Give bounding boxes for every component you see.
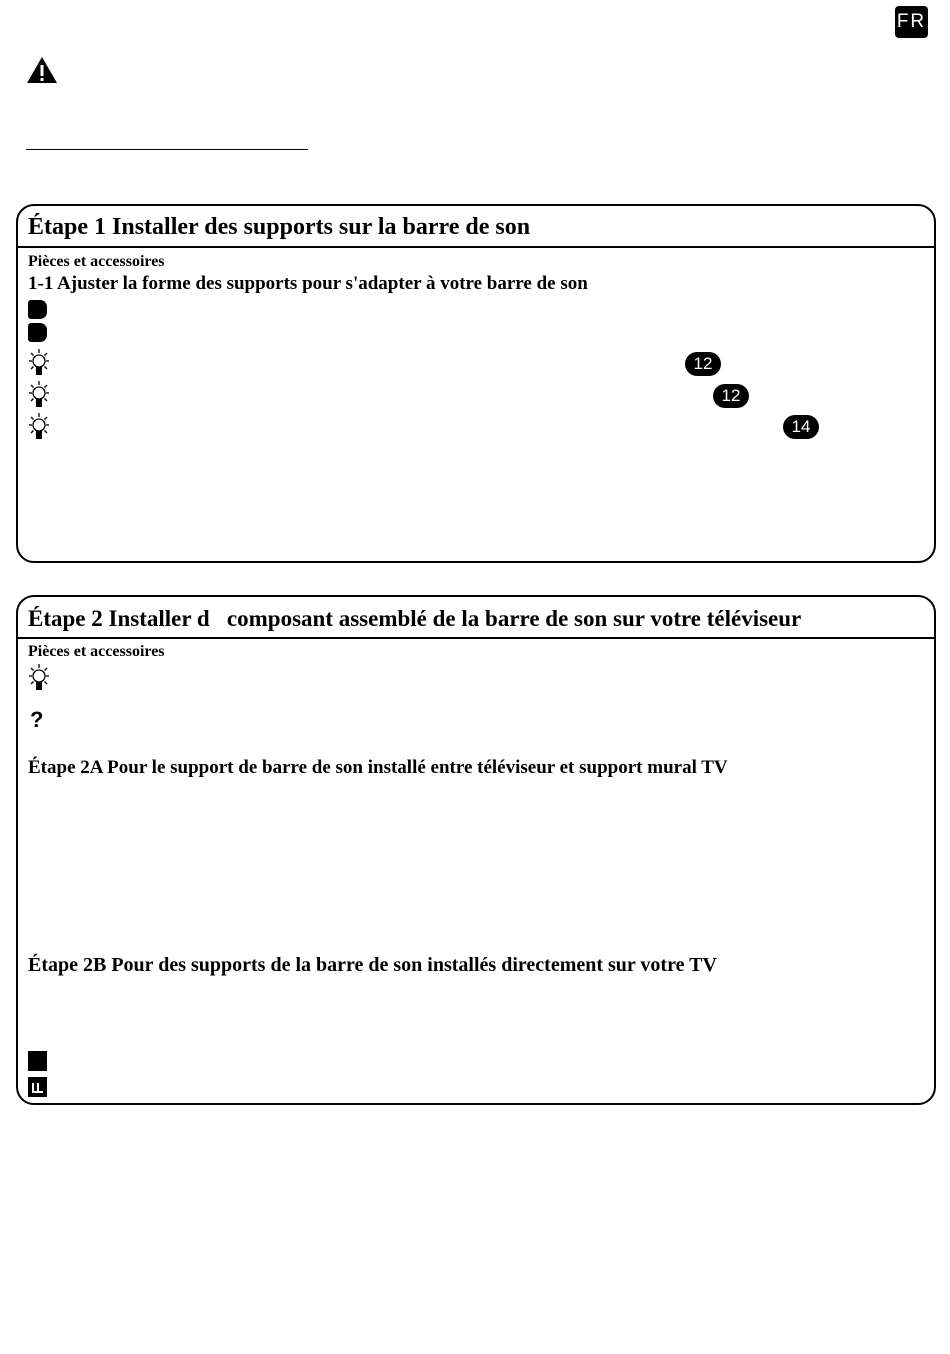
part-number-badge: 14 [783,415,819,439]
tip-bulb-icon [27,348,51,378]
step2-parts-label: Pièces et accessoires [28,643,165,660]
step2-header [18,597,934,639]
tip-bulb-icon [27,412,51,442]
part-d-icon [28,323,47,342]
question-icon: ? [30,707,44,732]
step1-title: Étape 1 Installer des supports sur la barre de son [28,214,531,240]
part-b-icon [28,300,47,319]
step1-panel [16,204,936,563]
tip-bulb-icon [27,380,51,410]
part-number-badge: 12 [713,384,749,408]
language-badge: FR [895,6,928,38]
step1-header [18,206,934,248]
part-box-icon [28,1077,47,1097]
step2b-title: Étape 2B Pour des supports de la barre de son installés directement sur votre TV [28,954,717,976]
black-square-icon [28,1051,47,1071]
header-divider [26,149,308,150]
warning-triangle-icon [26,56,58,84]
step2-title: Étape 2 Installer d composant assemblé de la barre de son sur votre téléviseur [28,606,802,631]
step2-panel [16,595,936,1105]
part-number-badge: 12 [685,352,721,376]
step2a-title: Étape 2A Pour le support de barre de son installé entre téléviseur et support mural TV [28,757,728,778]
tip-bulb-icon [27,663,51,693]
step1-subtitle: 1-1 Ajuster la forme des supports pour s'adapter à votre barre de son [28,273,588,294]
step1-parts-label: Pièces et accessoires [28,253,165,270]
